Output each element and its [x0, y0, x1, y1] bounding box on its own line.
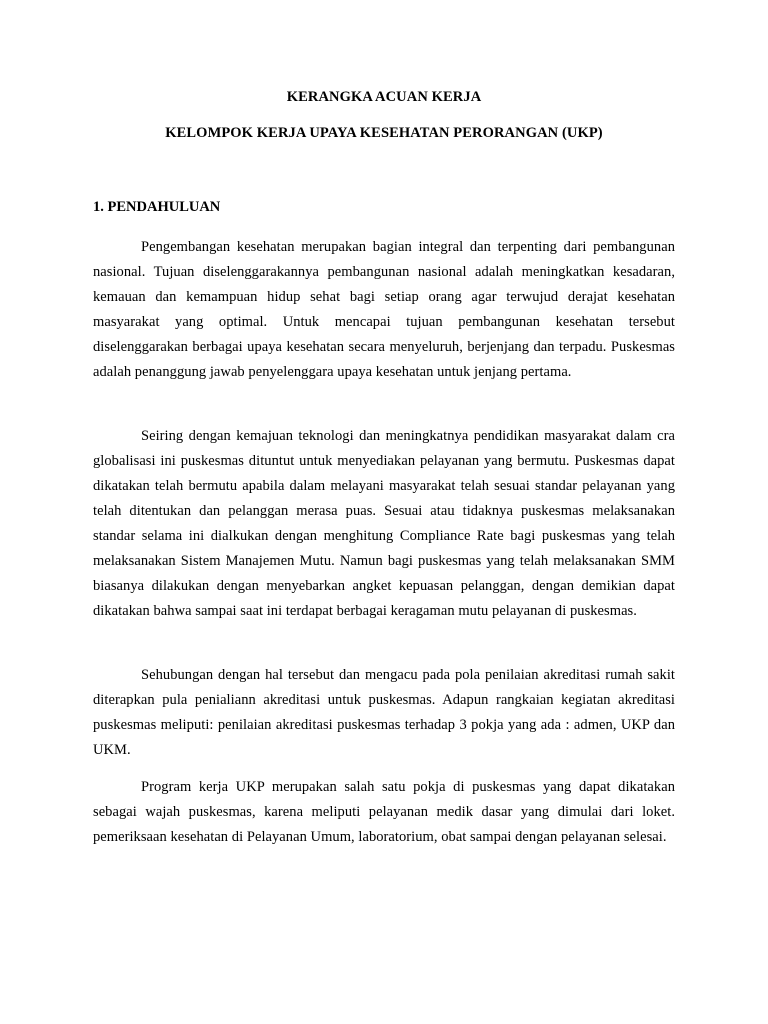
paragraph-1: Pengembangan kesehatan merupakan bagian integral dan terpenting dari pembangunan nasional. Tujuan diselenggarakannya pembangunan nasional adalah meningkatkan kesadaran, kemauan dan kemampuan hidup sehat bagi setiap orang agar terwujud derajat kesehatan masyarakat yang optimal. Untuk mencapai tujuan pembangunan kesehatan tersebut diselenggarakan berbagai upaya kesehatan secara menyeluruh, berjenjang dan terpadu. Puskesmas adalah penanggung jawab penyelenggara upaya kesehatan untuk jenjang pertama.	[93, 239, 675, 380]
paragraph-2: Seiring dengan kemajuan teknologi dan meningkatnya pendidikan masyarakat dalam cra globalisasi ini puskesmas dituntut untuk menyediakan pelayanan yang bermutu. Puskesmas dapat dikatakan telah bermutu apabila dalam melayani masyarakat telah sesuai standar pelayanan yang telah ditentukan dan pelanggan merasa puas. Sesuai atau tidaknya puskesmas melaksanakan standar selama ini dialkukan dengan menghitung Compliance Rate bagi puskesmas yang telah melaksanakan Sistem Manajemen Mutu. Namun bagi puskesmas yang telah melaksanakan SMM biasanya dilakukan dengan menyebarkan angket kepuasan pelanggan, dengan demikian dapat dikatakan bahwa sampai saat ini terdapat berbagai keragaman mutu pelayanan di puskesmas.	[93, 428, 675, 619]
paragraph-4: Program kerja UKP merupakan salah satu pokja di puskesmas yang dapat dikatakan sebagai wajah puskesmas, karena meliputi pelayanan medik dasar yang dimulai dari loket. pemeriksaan kesehatan di Pelayanan Umum, laboratorium, obat sampai dengan pelayanan selesai.	[93, 779, 675, 845]
section-heading: 1. PENDAHULUAN	[93, 199, 221, 215]
document-title: KERANGKA ACUAN KERJA	[286, 89, 482, 105]
document-subtitle: KELOMPOK KERJA UPAYA KESEHATAN PERORANGAN (UKP)	[165, 125, 603, 141]
paragraph-3: Sehubungan dengan hal tersebut dan mengacu pada pola penilaian akreditasi rumah sakit diterapkan pula penialiann akreditasi untuk puskesmas. Adapun rangkaian kegiatan akreditasi puskesmas meliputi: penilaian akreditasi puskesmas terhadap 3 pokja yang ada : admen, UKP dan UKM.	[93, 667, 675, 758]
